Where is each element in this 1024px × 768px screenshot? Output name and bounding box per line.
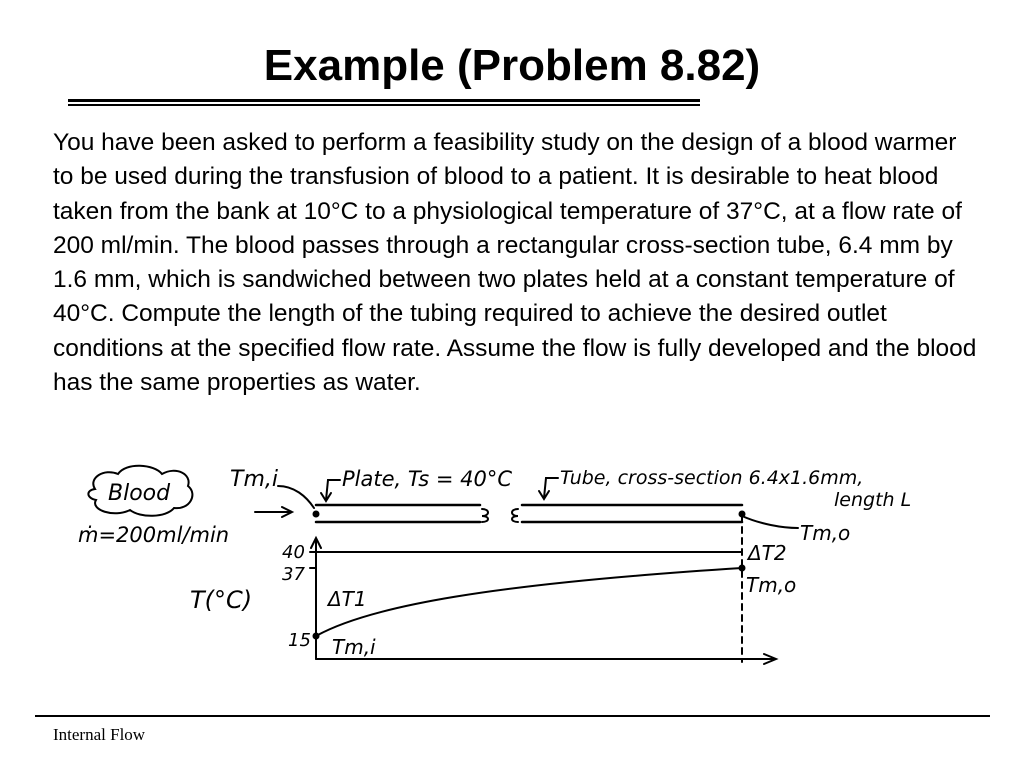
label-mass-flow: ṁ=200ml/min: [78, 523, 230, 547]
tick-label-37: 37: [282, 564, 305, 585]
label-tube: Tube, cross-section 6.4x1.6mm,: [560, 467, 864, 489]
label-blood: Blood: [108, 481, 171, 506]
tick-label-40: 40: [282, 542, 305, 563]
label-length: length L: [834, 489, 912, 511]
inlet-point-bottom: [313, 633, 320, 640]
inlet-point-top: [313, 511, 320, 518]
slide-title: Example (Problem 8.82): [263, 41, 761, 90]
plate-pointer: [321, 480, 340, 501]
tmi-pointer: [278, 486, 314, 508]
temperature-profile-curve: [316, 568, 742, 636]
label-y-axis: T(°C): [190, 586, 253, 614]
footer-rule: [35, 715, 990, 717]
footer-label: Internal Flow: [53, 725, 146, 744]
tick-label-15: 15: [288, 630, 311, 651]
label-delta-t1: ΔT1: [328, 587, 367, 611]
problem-statement: You have been asked to perform a feasibility study on the design of a blood warmer to be used during the transfusion of blood to a patient. It is desirable to heat blood taken from the bank at 10°C to a physiological temperature of 37°C, at a flow rate of 200 ml/min. The blood passes through a rectangular cross-section tube, 6.4 mm by 1.6 mm, which is sandwiched between two plates held at a constant temperature of 40°C. Compute the length of the tubing required to achieve the desired outlet conditions at the specified flow rate. Assume the flow is fully developed and the blood has the same properties as water.: [53, 129, 977, 397]
outlet-point-top: [739, 511, 746, 518]
tube-pointer: [539, 478, 558, 499]
tmo-top-pointer: [742, 516, 798, 528]
label-plate: Plate, Ts = 40°C: [342, 467, 512, 491]
y-axis: [311, 538, 321, 659]
outlet-point-bottom: [739, 565, 746, 572]
title-underline: [68, 99, 700, 106]
label-tmo-top: Tm,o: [800, 521, 851, 545]
label-tmi-top: Tm,i: [230, 467, 278, 492]
break-mark-left: [482, 509, 488, 522]
inlet-arrow: [255, 507, 292, 517]
blood-warmer-diagram: [70, 456, 960, 676]
label-delta-t2: ΔT2: [748, 541, 787, 565]
label-tmi-bottom: Tm,i: [332, 635, 376, 659]
x-axis: [316, 654, 776, 664]
break-mark-right: [512, 509, 518, 522]
label-tmo-bottom: Tm,o: [746, 573, 797, 597]
